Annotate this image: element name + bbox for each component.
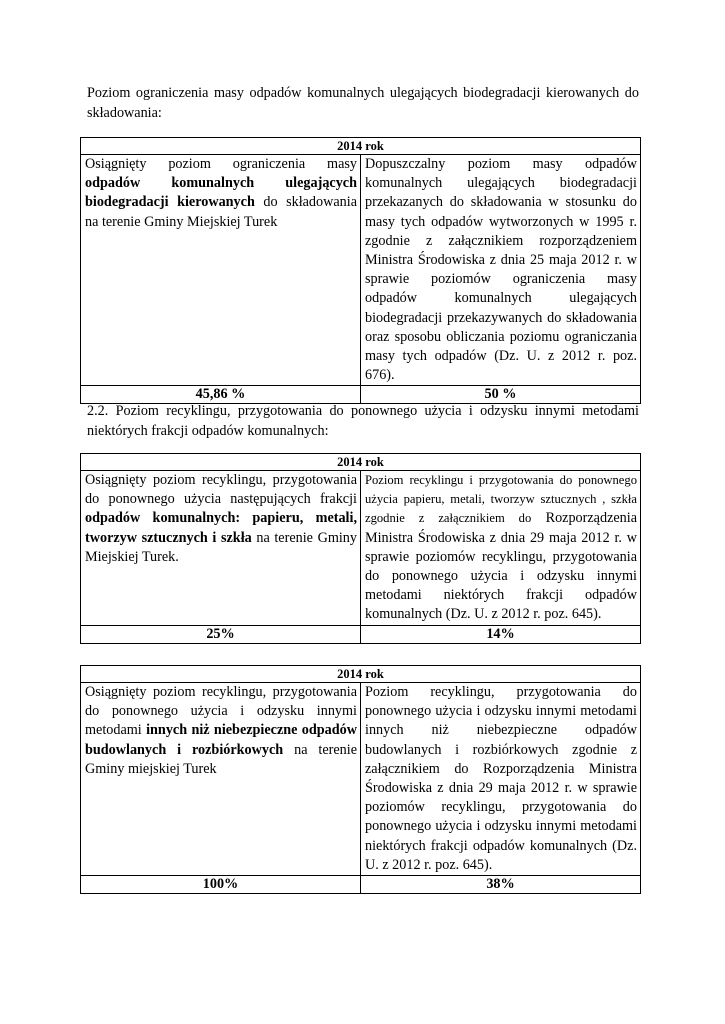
desc-text-post: do składowania na terenie Gminy Miejskiej Turek bbox=[85, 194, 357, 230]
achieved-level-description bbox=[81, 155, 361, 386]
biodegradable-waste-table bbox=[80, 137, 641, 404]
desc-text-pre: Osiągnięty poziom recyklingu, przygotowania do ponownego użycia i odzysku innymi metodami bbox=[85, 684, 357, 739]
desc-text-small: Poziom recyklingu i przygotowania do ponownego użycia papieru, metali, tworzyw sztucznych , szkła zgodnie z załącznikiem do bbox=[365, 473, 637, 526]
required-value: 14% bbox=[361, 625, 641, 643]
desc-text-post: na terenie Gminy miejskiej Turek bbox=[85, 741, 357, 777]
desc-text-pre: Osiągnięty poziom recyklingu, przygotowania do ponownego użycia następujących frakcji bbox=[85, 472, 357, 508]
allowed-level-description: Dopuszczalny poziom masy odpadów komunalnych ulegających biodegradacji przekazanych do składowania w stosunku do masy tych odpadów wytworzonych w 1995 r. zgodnie z załącznikiem rozporządzeniem Ministra Środowiska z dnia 25 maja 2012 r. w sprawie poziomów ograniczenia masy odpadów komunalnych ulegających biodegradacji przekazywanych do składowania oraz sposobu obliczania poziomu ograniczania masy tych odpadów (Dz. U. z 2012 r. poz. 676). bbox=[361, 155, 641, 386]
table-year-header: 2014 rok bbox=[81, 138, 641, 155]
recycling-paper-metal-plastic-glass-table bbox=[80, 453, 641, 644]
required-level-description bbox=[361, 471, 641, 626]
achieved-value: 25% bbox=[81, 625, 361, 643]
section-2-2-paragraph: 2.2. Poziom recyklingu, przygotowania do ponownego użycia i odzysku innymi metodami niektórych frakcji odpadów komunalnych: bbox=[87, 403, 639, 439]
allowed-value: 50 % bbox=[361, 386, 641, 404]
achieved-value: 45,86 % bbox=[81, 386, 361, 404]
desc-text-rest: Rozporządzenia Ministra Środowiska z dnia 29 maja 2012 r. w sprawie poziomów recyklingu, przygotowania do ponownego użycia i odzysku innymi metodami niektórych frakcji odpadów komunalnych (Dz. U. z 2012 r. poz. 645). bbox=[365, 510, 637, 623]
table-year-header: 2014 rok bbox=[81, 666, 641, 683]
desc-text-post: na terenie Gminy Miejskiej Turek. bbox=[85, 529, 357, 565]
required-level-description: Poziom recyklingu, przygotowania do ponownego użycia i odzysku innymi metodami innych niż niebezpieczne odpadów budowlanych i rozbiórkowych zgodnie z załącznikiem do Rozporządzenia Ministra Środowiska z dnia 29 maja 2012 r. w sprawie poziomów recyklingu, przygotowania do ponownego użycia i odzysku innymi metodami niektórych frakcji odpadów komunalnych (Dz. U. z 2012 r. poz. 645). bbox=[361, 683, 641, 876]
required-value: 38% bbox=[361, 876, 641, 894]
table-year-header: 2014 rok bbox=[81, 454, 641, 471]
achieved-value: 100% bbox=[81, 876, 361, 894]
desc-text-bold: odpadów komunalnych ulegających biodegradacji kierowanych bbox=[85, 175, 357, 211]
desc-text-bold: innych niż niebezpieczne odpadów budowlanych i rozbiórkowych bbox=[85, 722, 357, 758]
achieved-level-description bbox=[81, 683, 361, 876]
desc-text-bold: odpadów komunalnych: papieru, metali, tworzyw sztucznych i szkła bbox=[85, 510, 357, 546]
achieved-level-description bbox=[81, 471, 361, 626]
recycling-construction-waste-table bbox=[80, 665, 641, 894]
intro-paragraph: Poziom ograniczenia masy odpadów komunalnych ulegających biodegradacji kierowanych do składowania: bbox=[87, 85, 639, 121]
desc-text-pre: Osiągnięty poziom ograniczenia masy bbox=[85, 156, 357, 172]
